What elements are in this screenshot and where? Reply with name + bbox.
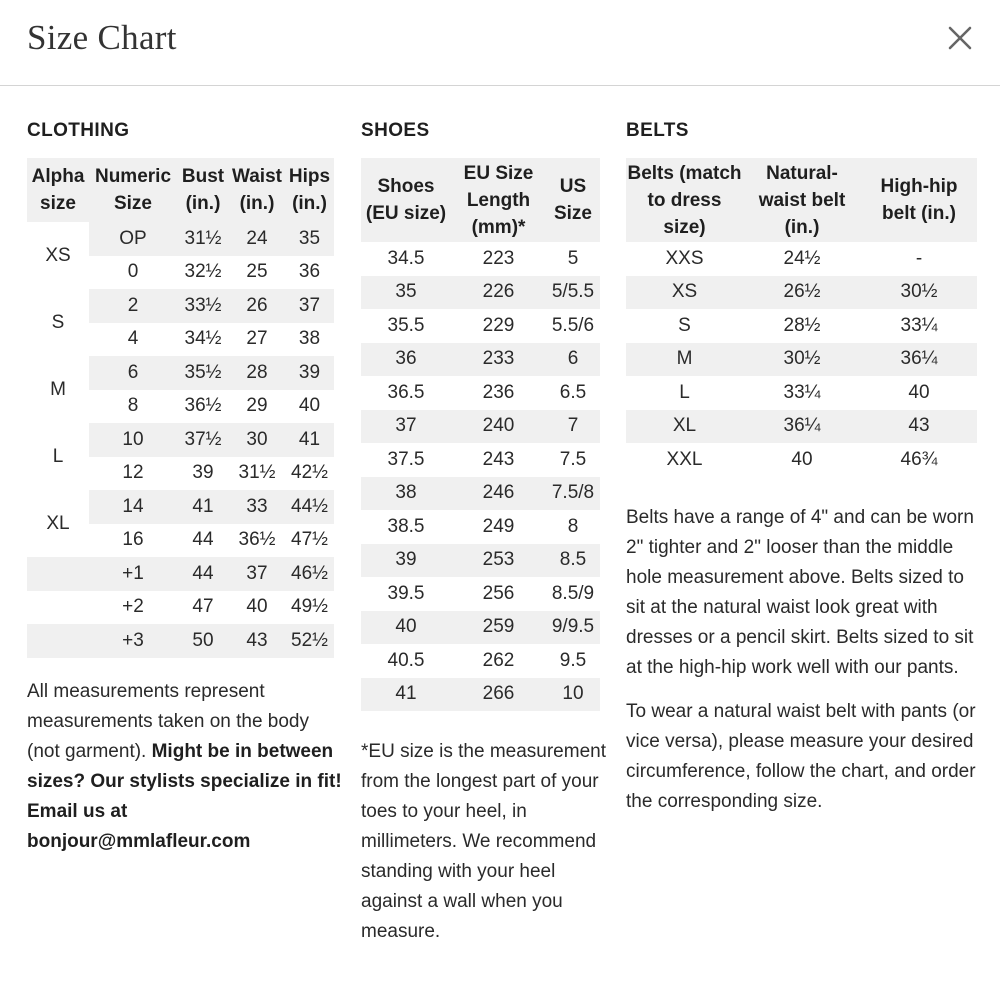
- table-cell: 42½: [291, 462, 328, 484]
- table-row: [626, 343, 977, 377]
- table-cell: 256: [482, 582, 515, 604]
- table-row: [27, 591, 334, 625]
- clothing-table: [27, 158, 334, 658]
- clothing-heading: CLOTHING: [27, 120, 130, 141]
- table-cell: 37: [229, 557, 285, 591]
- table-row: [27, 624, 334, 658]
- table-cell: 30½: [900, 281, 938, 303]
- table-cell: 37: [395, 415, 417, 437]
- table-cell: 39: [192, 462, 214, 484]
- table-cell: 44½: [285, 490, 334, 524]
- table-row: [361, 577, 600, 611]
- table-cell: 236: [482, 381, 515, 403]
- table-row: [27, 289, 334, 323]
- table-cell: 249: [482, 515, 515, 537]
- table-row: [626, 443, 977, 477]
- table-cell: 31½: [177, 222, 229, 256]
- table-cell: 9/9.5: [551, 616, 595, 638]
- shoes-header: EU Size Length (mm)*: [463, 162, 534, 238]
- table-row: [361, 309, 600, 343]
- table-cell: 6.5: [559, 381, 587, 403]
- table-cell: 47½: [291, 529, 328, 551]
- table-cell: 240: [482, 415, 515, 437]
- table-cell: 33: [229, 490, 285, 524]
- table-cell: 35: [395, 281, 417, 303]
- table-cell: 34½: [184, 328, 222, 350]
- table-cell: 36.5: [387, 381, 425, 403]
- table-cell: 2: [89, 289, 177, 323]
- belts-note-paragraph: To wear a natural waist belt with pants (or vice versa), please measure your desired circumference, follow the chart, and order the corresponding size.: [626, 701, 976, 812]
- table-row: [626, 242, 977, 276]
- table-row: [361, 276, 600, 310]
- belts-note: [626, 503, 986, 817]
- table-row: [361, 477, 600, 511]
- table-row: [27, 222, 334, 256]
- table-row: [27, 356, 334, 390]
- table-cell: 223: [482, 247, 515, 269]
- table-cell: 40.5: [387, 649, 425, 671]
- table-cell: S: [678, 314, 691, 336]
- table-row: [626, 376, 977, 410]
- table-cell: 10: [89, 423, 177, 457]
- table-cell: 27: [246, 328, 268, 350]
- table-cell: 28½: [783, 314, 821, 336]
- table-cell: 46¾: [900, 448, 938, 470]
- table-row: [361, 242, 600, 276]
- table-row: [361, 644, 600, 678]
- table-row: [361, 410, 600, 444]
- table-row: [27, 557, 334, 591]
- table-cell: 44: [177, 557, 229, 591]
- modal-header: [0, 0, 1000, 86]
- table-cell: 39.5: [387, 582, 425, 604]
- table-cell: L: [679, 381, 690, 403]
- table-cell: 262: [482, 649, 515, 671]
- modal-title: Size Chart: [27, 18, 177, 57]
- table-cell: 30½: [783, 348, 821, 370]
- table-cell: 36: [298, 261, 321, 283]
- table-cell: 40: [298, 395, 321, 417]
- table-cell: 4: [127, 328, 139, 350]
- table-cell: 32½: [184, 261, 222, 283]
- shoes-header: Shoes (EU size): [365, 176, 447, 224]
- table-cell: 46½: [285, 557, 334, 591]
- table-cell: 8.5/9: [551, 582, 595, 604]
- table-cell: 49½: [291, 596, 328, 618]
- table-cell: 5.5/6: [551, 314, 595, 336]
- table-cell: 243: [482, 448, 515, 470]
- table-cell: 36¼: [783, 415, 821, 437]
- table-cell-alpha: S: [27, 289, 89, 356]
- table-cell: 266: [482, 683, 515, 705]
- table-cell-alpha: XL: [27, 490, 89, 557]
- table-cell: 47: [192, 596, 214, 618]
- table-cell: 38.5: [387, 515, 425, 537]
- table-cell: 28: [229, 356, 285, 390]
- belts-header: Natural-waist belt (in.): [758, 162, 846, 238]
- table-cell: 52½: [285, 624, 334, 658]
- table-cell-alpha: M: [27, 356, 89, 423]
- table-cell: 229: [482, 314, 515, 336]
- table-cell: 34.5: [387, 247, 425, 269]
- table-cell: 36¼: [900, 348, 938, 370]
- table-cell: 246: [482, 482, 515, 504]
- table-row: [626, 276, 977, 310]
- table-cell: 36: [395, 348, 417, 370]
- table-cell: 9.5: [559, 649, 587, 671]
- table-cell: 31½: [238, 462, 276, 484]
- table-cell: 7: [567, 415, 579, 437]
- table-cell: +3: [89, 624, 177, 658]
- table-cell: 43: [908, 415, 930, 437]
- belts-heading: BELTS: [626, 120, 689, 141]
- shoes-note: *EU size is the measurement from the longest part of your toes to your heel, in millimeters. We recommend standing with your heel against a wall when you measure.: [361, 741, 606, 942]
- table-row: [361, 376, 600, 410]
- table-cell: 39: [285, 356, 334, 390]
- table-cell: 33¼: [900, 314, 938, 336]
- table-cell: XXS: [665, 247, 704, 269]
- table-cell: XL: [672, 415, 697, 437]
- table-cell: 33¼: [783, 381, 821, 403]
- table-cell: 259: [482, 616, 515, 638]
- table-cell: 24: [229, 222, 285, 256]
- table-cell: 226: [482, 281, 515, 303]
- table-row: [361, 611, 600, 645]
- shoes-heading: SHOES: [361, 120, 430, 141]
- table-cell: 7.5/8: [551, 482, 595, 504]
- belts-header: High-hip belt (in.): [880, 176, 958, 224]
- table-cell: 41: [177, 490, 229, 524]
- table-row: [626, 410, 977, 444]
- table-cell: 5/5.5: [551, 281, 595, 303]
- clothing-note: [27, 677, 347, 857]
- table-cell: 25: [246, 261, 268, 283]
- table-cell: 38: [395, 482, 417, 504]
- close-icon: [942, 20, 978, 56]
- table-cell: M: [676, 348, 693, 370]
- shoes-header: US Size: [553, 176, 593, 224]
- table-cell: +1: [89, 557, 177, 591]
- table-cell: 10: [562, 683, 584, 705]
- table-cell-alpha: L: [27, 423, 89, 490]
- table-cell: 44: [192, 529, 214, 551]
- belts-table: [626, 158, 977, 477]
- table-cell: 36½: [184, 395, 222, 417]
- clothing-header: Numeric Size: [94, 166, 172, 214]
- table-cell: XXL: [666, 448, 703, 470]
- table-cell-alpha: [27, 624, 89, 658]
- table-cell: 16: [122, 529, 144, 551]
- clothing-header: Hips (in.): [288, 166, 331, 214]
- table-row: [361, 510, 600, 544]
- shoes-table: [361, 158, 600, 711]
- table-cell: 233: [482, 348, 515, 370]
- table-cell: 253: [482, 549, 515, 571]
- table-cell: 26: [229, 289, 285, 323]
- table-cell: 39: [395, 549, 417, 571]
- table-cell: 40: [908, 381, 930, 403]
- table-row: [27, 490, 334, 524]
- table-cell: 37½: [177, 423, 229, 457]
- table-cell: 8: [127, 395, 139, 417]
- table-cell: OP: [89, 222, 177, 256]
- clothing-header: Waist (in.): [232, 166, 282, 214]
- table-cell-alpha: XS: [27, 222, 89, 289]
- table-cell: 33½: [177, 289, 229, 323]
- table-cell: 35½: [177, 356, 229, 390]
- table-cell: 8.5: [559, 549, 587, 571]
- table-cell: 40: [395, 616, 417, 638]
- table-cell: 24½: [783, 247, 821, 269]
- table-cell: 8: [567, 515, 579, 537]
- table-cell: -: [915, 247, 923, 269]
- table-cell: 41: [285, 423, 334, 457]
- table-cell: 40: [246, 596, 268, 618]
- table-cell: 6: [89, 356, 177, 390]
- table-cell-alpha: [27, 557, 89, 591]
- table-cell: 7.5: [559, 448, 587, 470]
- clothing-header: Bust (in.): [181, 166, 225, 214]
- belts-note-paragraph: Belts have a range of 4" and can be worn 2" tighter and 2" looser than the middle hole measurement above. Belts sized to sit at the natural waist look great with dresses or a pencil skirt. Belts sized to sit at the high-hip work well with our pants.: [626, 507, 974, 678]
- close-button[interactable]: [942, 20, 978, 56]
- table-cell: 29: [246, 395, 268, 417]
- table-row: [361, 443, 600, 477]
- clothing-note-bold: Might be in between sizes? Our stylists specialize in fit! Email us at bonjour@mmlafleur.com: [27, 741, 342, 852]
- table-cell: 35: [285, 222, 334, 256]
- table-row: [27, 423, 334, 457]
- table-cell: 50: [177, 624, 229, 658]
- table-cell: 38: [298, 328, 321, 350]
- table-cell: 36½: [238, 529, 276, 551]
- table-row: [361, 678, 600, 712]
- clothing-header: Alpha size: [31, 166, 85, 214]
- table-cell: 14: [89, 490, 177, 524]
- table-row: [626, 309, 977, 343]
- table-cell: 6: [567, 348, 579, 370]
- table-cell: 30: [229, 423, 285, 457]
- table-cell: 12: [122, 462, 144, 484]
- table-cell: 37: [285, 289, 334, 323]
- table-cell: 26½: [783, 281, 821, 303]
- table-cell: 5: [567, 247, 579, 269]
- table-cell-alpha: [27, 591, 89, 625]
- table-cell: +2: [122, 596, 144, 618]
- table-cell: 40: [791, 448, 813, 470]
- table-cell: 37.5: [387, 448, 425, 470]
- table-cell: 43: [229, 624, 285, 658]
- table-cell: 41: [395, 683, 417, 705]
- table-cell: XS: [671, 281, 698, 303]
- belts-header: Belts (match to dress size): [627, 162, 742, 238]
- table-row: [361, 343, 600, 377]
- table-row: [361, 544, 600, 578]
- table-cell: 0: [127, 261, 139, 283]
- table-cell: 35.5: [387, 314, 425, 336]
- clothing-note-text: All measurements represent measurements taken on the body (not garment).: [27, 681, 310, 762]
